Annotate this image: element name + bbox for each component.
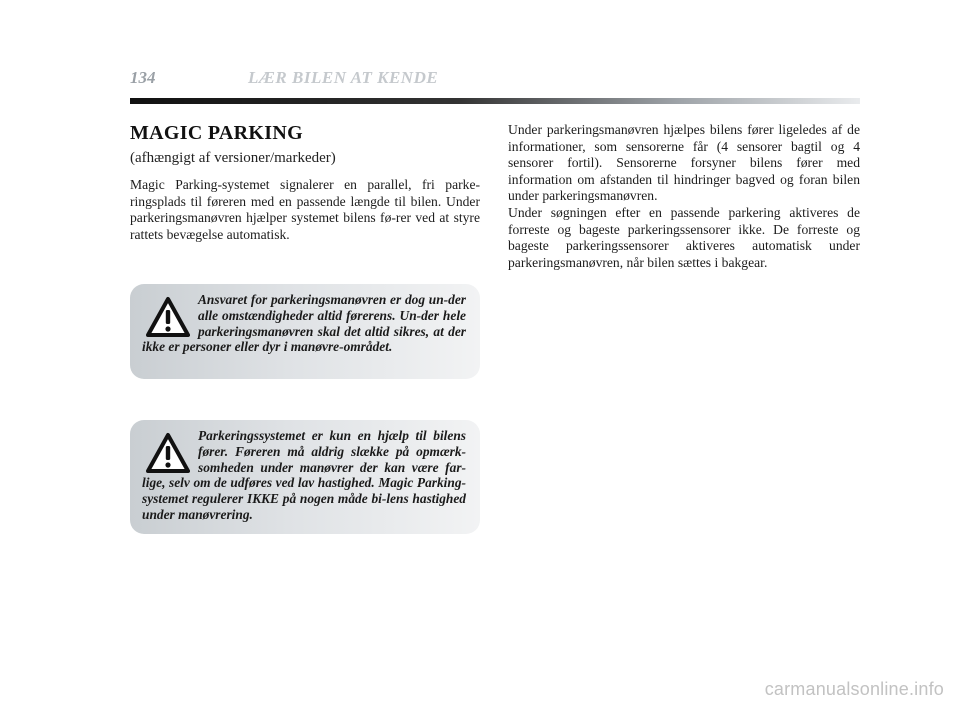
- warning-box-responsibility: [130, 284, 480, 379]
- warning-triangle-icon: [146, 296, 190, 338]
- warning-triangle-icon: [146, 432, 190, 474]
- sensor-activation-paragraph: Under søgningen efter en passende parkering aktiveres de forreste og bageste parkeringssensorer ikke. De forreste og bageste parkeringssensorer aktiveres automatisk under parkeringsmanøvren, når bilen sættes i bakgear.: [508, 204, 860, 270]
- page-number: 134: [130, 68, 156, 87]
- right-column: [508, 122, 860, 271]
- chapter-title: LÆR BILEN AT KENDE: [248, 68, 439, 87]
- header-rule: [130, 98, 860, 104]
- watermark[interactable]: carmanualsonline.info: [764, 679, 944, 699]
- section-title: MAGIC PARKING: [130, 122, 303, 144]
- warning-text: Ansvaret for parkeringsmanøvren er dog un-der alle omstændigheder altid førerens. Un-der hele parkeringsmanøvren skal det altid sikres, at der ikke er personer eller dyr i manøvre-området.: [142, 292, 466, 355]
- warning-text: Parkeringssystemet er kun en hjælp til bilens fører. Føreren må aldrig slække på opmærk-somheden under manøvrer der kan være far-lige, selv om de udføres ved lav hastighed. Magic Parking-systemet regulerer IKKE på nogen måde bi-lens hastighed under manøvrering.: [142, 428, 466, 522]
- left-column: [130, 122, 480, 243]
- intro-paragraph: Magic Parking-systemet signalerer en parallel, fri parke-ringsplads til føreren med en passende længde til bilen. Under parkeringsmanøvren hjælper systemet bilens fø-rer ved at styre rattets bevægelse automatisk.: [130, 177, 480, 242]
- section-subtitle: (afhængigt af versioner/markeder): [130, 150, 336, 166]
- sensor-info-paragraph: Under parkeringsmanøvren hjælpes bilens fører ligeledes af de informationer, som sensorerne får (4 sensorer bagtil og 4 sensorer fortil). Sensorerne forsyner bilens fører med information om afstanden til hindringer bagved og foran bilen under parkeringsmanøvren.: [508, 122, 860, 204]
- warning-box-assistance: [130, 420, 480, 534]
